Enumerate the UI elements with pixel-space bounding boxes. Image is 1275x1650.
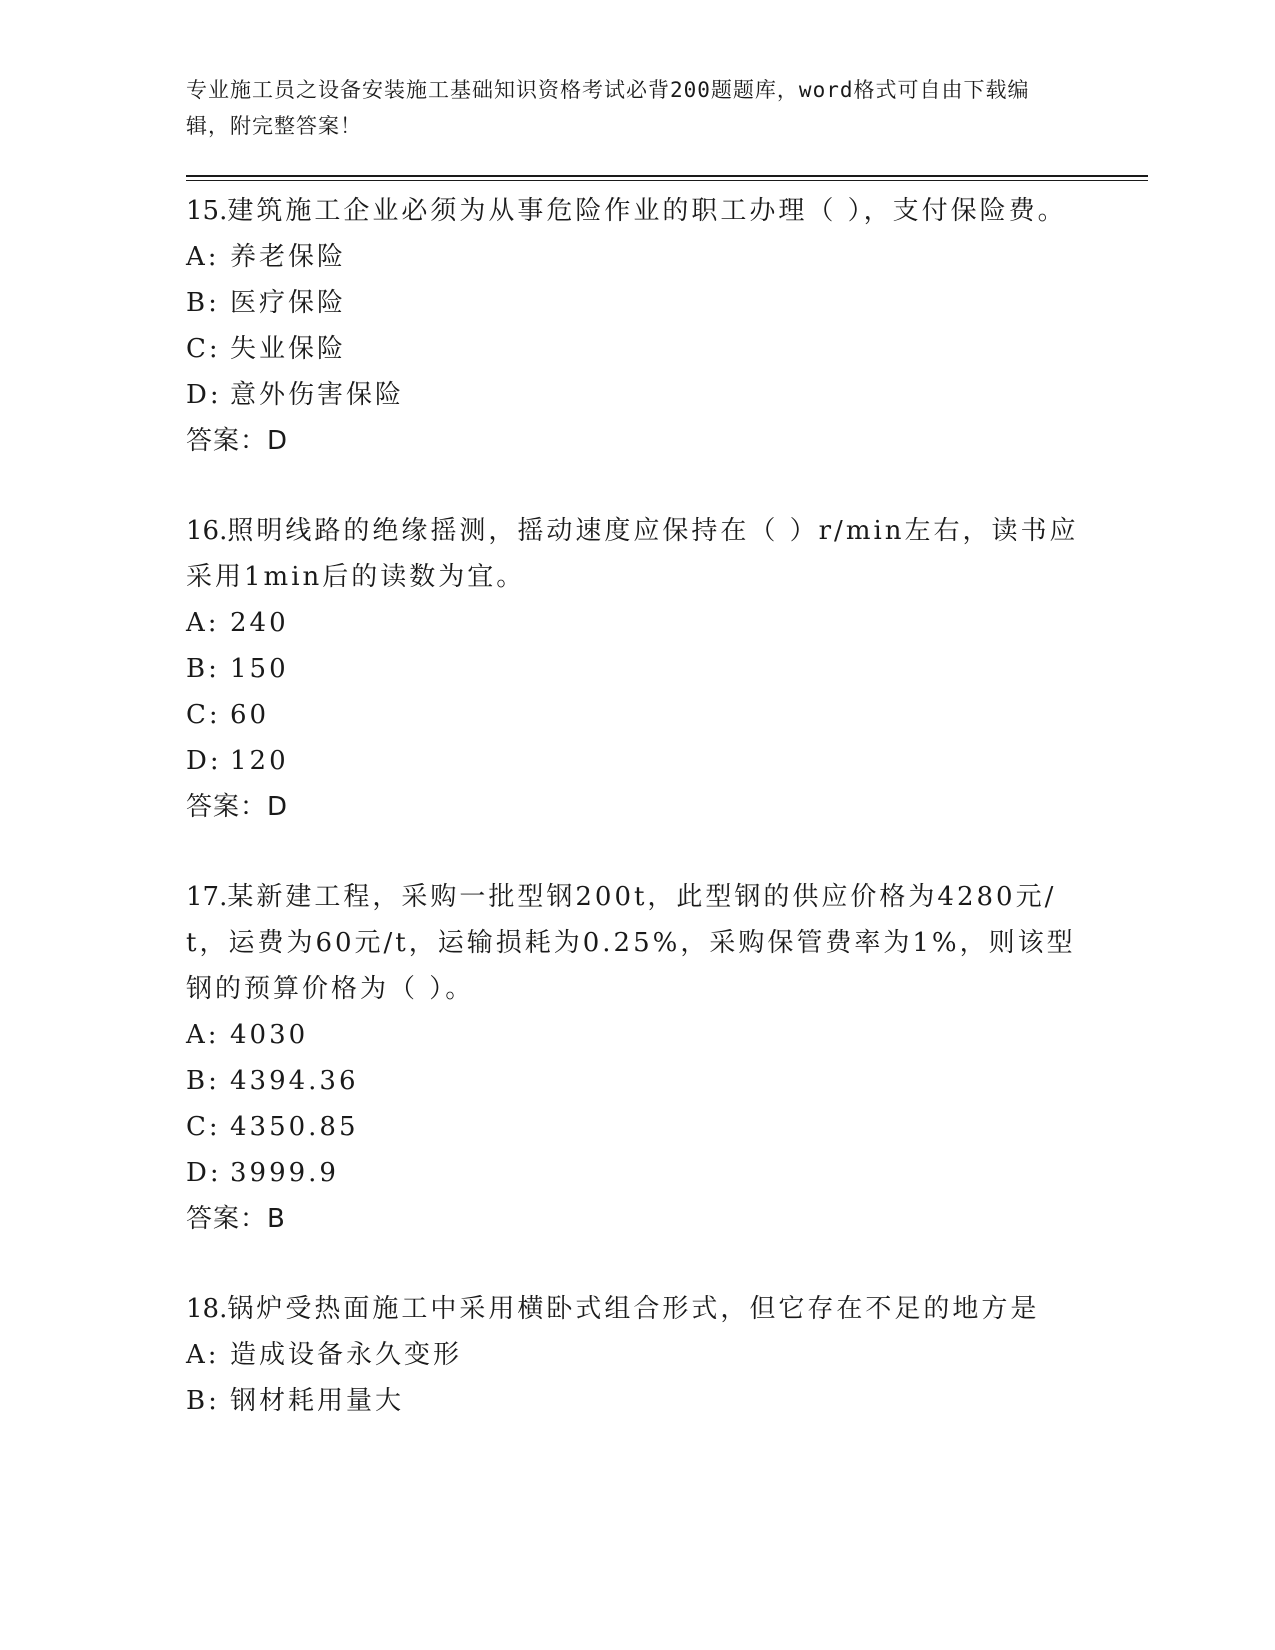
question-list — [186, 188, 1086, 1468]
option-key: A: — [186, 242, 220, 272]
option-text: 4350.85 — [230, 1112, 359, 1142]
question-17 — [186, 874, 1086, 1242]
option-text: 钢材耗用量大 — [230, 1386, 405, 1416]
question-15 — [186, 188, 1086, 464]
option-text: 60 — [230, 700, 270, 730]
option-text: 3999.9 — [230, 1158, 339, 1188]
option-key: C: — [186, 334, 221, 364]
option-a — [186, 1332, 1086, 1378]
question-text: 照明线路的绝缘摇测，摇动速度应保持在（ ）r/min左右，读书应采用1min后的读数为宜。 — [186, 516, 1079, 592]
option-b — [186, 1378, 1086, 1424]
option-key: D: — [186, 746, 222, 776]
option-text: 150 — [230, 654, 289, 684]
option-text: 医疗保险 — [230, 288, 347, 318]
option-key: D: — [186, 380, 222, 410]
option-key: A: — [186, 608, 220, 638]
option-d — [186, 738, 1086, 784]
question-stem — [186, 188, 1086, 234]
question-text: 建筑施工企业必须为从事危险作业的职工办理（ ），支付保险费。 — [227, 196, 1067, 226]
option-c — [186, 326, 1086, 372]
option-key: B: — [186, 1386, 220, 1416]
option-b — [186, 1058, 1086, 1104]
header-divider-thick — [186, 175, 1148, 177]
option-a — [186, 234, 1086, 280]
question-number: 15. — [186, 196, 228, 226]
header-divider-thin — [186, 180, 1148, 181]
question-text: 锅炉受热面施工中采用横卧式组合形式，但它存在不足的地方是 — [227, 1294, 1040, 1324]
option-key: B: — [186, 1066, 220, 1096]
question-18 — [186, 1286, 1086, 1424]
answer-line: 答案：D — [186, 792, 289, 822]
option-key: A: — [186, 1020, 220, 1050]
option-text: 意外伤害保险 — [230, 380, 405, 410]
option-key: B: — [186, 288, 220, 318]
question-stem — [186, 1286, 1086, 1332]
option-b — [186, 280, 1086, 326]
option-d — [186, 1150, 1086, 1196]
question-text: 某新建工程，采购一批型钢200t，此型钢的供应价格为4280元/t，运费为60元/t，运输损耗为0.25%，采购保管费率为1%，则该型钢的预算价格为（ ）。 — [186, 882, 1076, 1004]
option-text: 4394.36 — [230, 1066, 359, 1096]
option-text: 失业保险 — [230, 334, 347, 364]
question-16 — [186, 508, 1086, 830]
question-number: 17. — [186, 882, 228, 912]
option-c — [186, 692, 1086, 738]
answer-line: 答案：B — [186, 1204, 286, 1234]
option-key: D: — [186, 1158, 222, 1188]
option-text: 240 — [230, 608, 289, 638]
option-text: 4030 — [230, 1020, 309, 1050]
question-stem — [186, 508, 1086, 600]
option-a — [186, 1012, 1086, 1058]
option-key: C: — [186, 1112, 221, 1142]
question-number: 18. — [186, 1294, 228, 1324]
option-a — [186, 600, 1086, 646]
option-key: C: — [186, 700, 221, 730]
option-text: 120 — [230, 746, 289, 776]
answer-line: 答案：D — [186, 426, 289, 456]
option-text: 养老保险 — [230, 242, 347, 272]
option-key: A: — [186, 1340, 220, 1370]
document-intro: 专业施工员之设备安装施工基础知识资格考试必背200题题库，word格式可自由下载编辑，附完整答案！ — [186, 78, 1030, 138]
option-key: B: — [186, 654, 220, 684]
option-text: 造成设备永久变形 — [230, 1340, 463, 1370]
option-b — [186, 646, 1086, 692]
option-d — [186, 372, 1086, 418]
option-c — [186, 1104, 1086, 1150]
question-stem — [186, 874, 1086, 1012]
question-number: 16. — [186, 516, 228, 546]
